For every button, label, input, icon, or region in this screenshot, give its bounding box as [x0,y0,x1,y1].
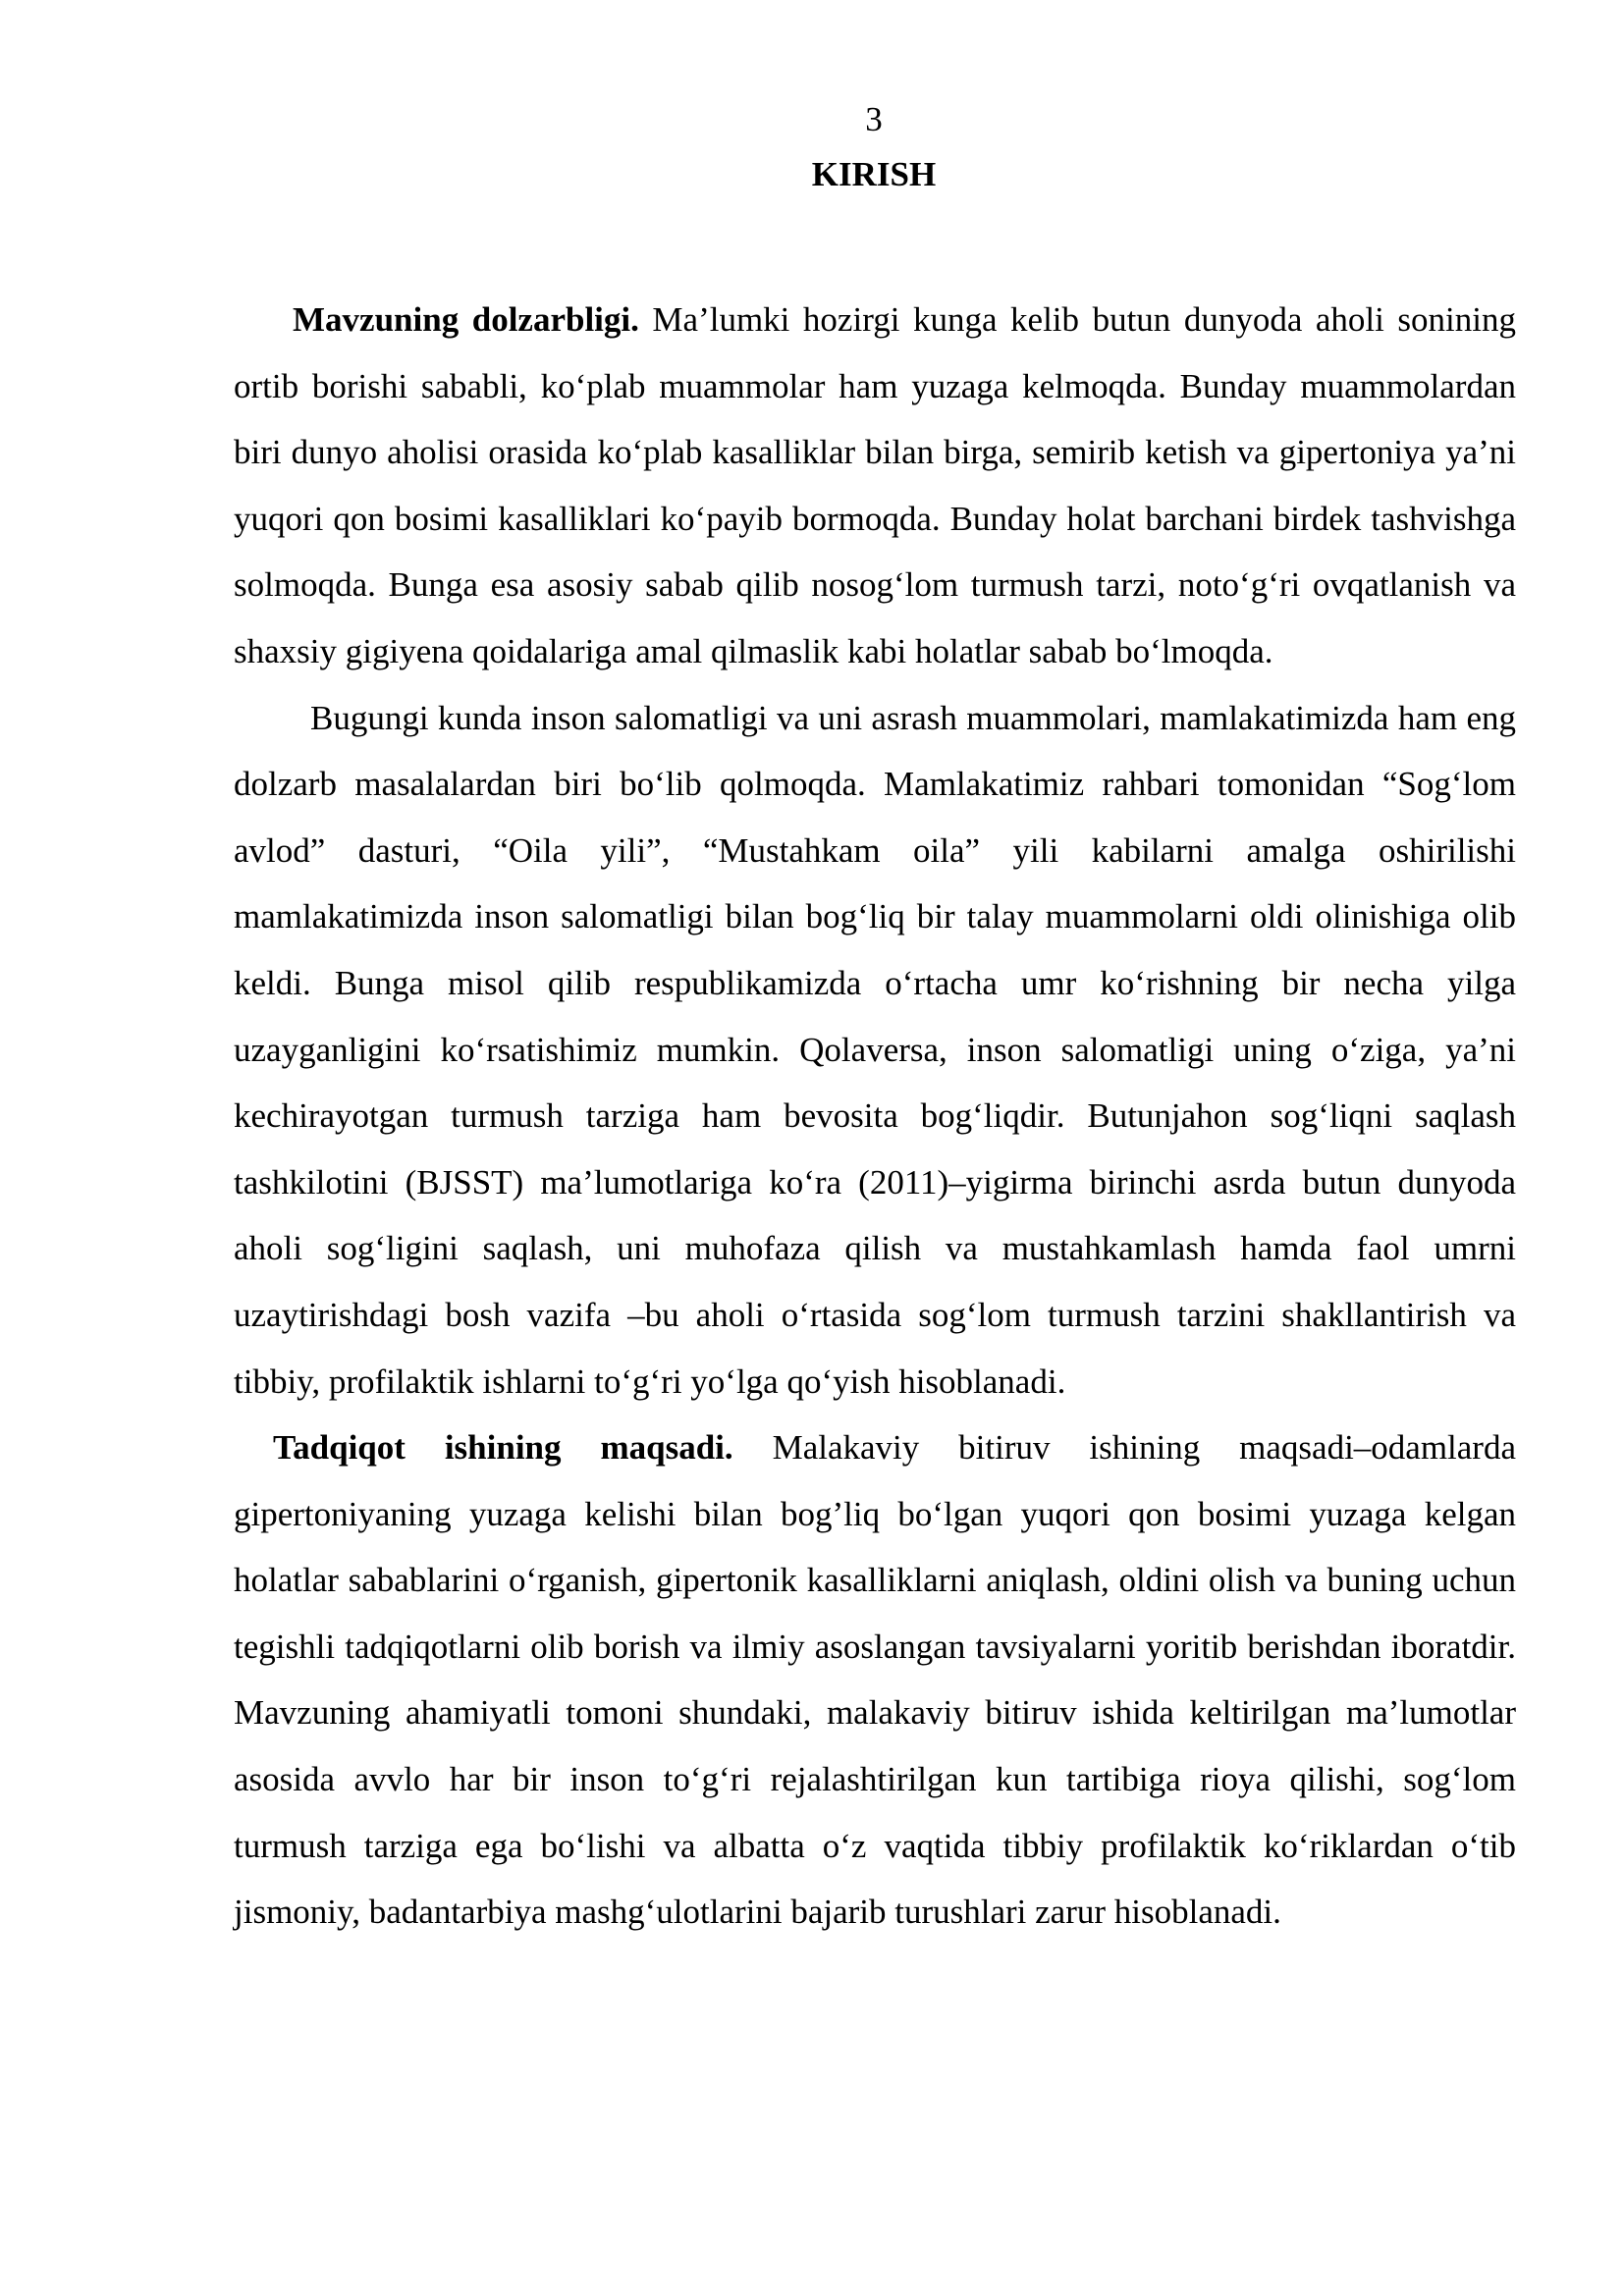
paragraph-text-health: Bugungi kunda inson salomatligi va uni asrash muammolari, mamlakatimizda ham eng dolzarb masalalardan biri bo‘lib qolmoqda. Mamlakatimiz rahbari tomonidan “Sog‘lom avlod” dasturi, “Oila yili”, “Mustahkam oila” yili kabilarni amalga oshirilishi mamlakatimizda inson salomatligi bilan bog‘liq bir talay muammolarni oldi olinishiga olib keldi. Bunga misol qilib respublikamizda o‘rtacha umr ko‘rishning bir necha yilga uzayganligini ko‘rsatishimiz mumkin. Qolaversa, inson salomatligi uning o‘ziga, ya’ni kechirayotgan turmush tarziga ham bevosita bog‘liqdir. Butunjahon sog‘liqni saqlash tashkilotini (BJSST) ma’lumotlariga ko‘ra (2011)–yigirma birinchi asrda butun dunyoda aholi sog‘ligini saqlash, uni muhofaza qilish va mustahkamlash hamda faol umrni uzaytirishdagi bosh vazifa –bu aholi o‘rtasida sog‘lom turmush tarzini shakllantirish va tibbiy, profilaktik ishlarni to‘g‘ri yo‘lga qo‘yish hisoblanadi. [234,698,1516,1401]
page-title: KIRISH [811,155,937,193]
page-number: 3 [865,100,883,138]
paragraph-heading-research-goal: Tadqiqot ishining maqsadi. [273,1428,733,1468]
paragraph-research-goal [234,1415,1516,1946]
paragraph-text-research-goal: Malakaviy bitiruv ishining maqsadi–odamlarda gipertoniyaning yuzaga kelishi bilan bog’liq bo‘lgan yuqori qon bosimi yuzaga kelgan holatlar sabablarini o‘rganish, gipertonik kasalliklarni aniqlash, oldini olish va buning uchun tegishli tadqiqotlarni olib borish va ilmiy asoslangan tavsiyalarni yoritib berishdan iboratdir. Mavzuning ahamiyatli tomoni shundaki, malakaviy bitiruv ishida keltirilgan ma’lumotlar asosida avvlo har bir inson to‘g‘ri rejalashtirilgan kun tartibiga rioya qilishi, sog‘lom turmush tarziga ega bo‘lishi va albatta o‘z vaqtida tibbiy profilaktik ko‘riklardan o‘tib jismoniy, badantarbiya mashg‘ulotlarini bajarib turushlari zarur hisoblanadi. [234,1428,1516,1932]
paragraph-relevance [234,287,1516,685]
paragraph-text-relevance: Ma’lumki hozirgi kunga kelib butun dunyoda aholi sonining ortib borishi sababli, ko‘plab muammolar ham yuzaga kelmoqda. Bunday muammolardan biri dunyo aholisi orasida ko‘plab kasalliklar bilan birga, semirib ketish va gipertoniya ya’ni yuqori qon bosimi kasalliklari ko‘payib bormoqda. Bunday holat barchani birdek tashvishga solmoqda. Bunga esa asosiy sabab qilib nosog‘lom turmush tarzi, noto‘g‘ri ovqatlanish va shaxsiy gigiyena qoidalariga amal qilmaslik kabi holatlar sabab bo‘lmoqda. [234,300,1516,670]
paragraph-health [234,685,1516,1415]
paragraph-heading-relevance: Mavzuning dolzarbligi. [293,300,639,339]
body-text [234,287,1516,1946]
